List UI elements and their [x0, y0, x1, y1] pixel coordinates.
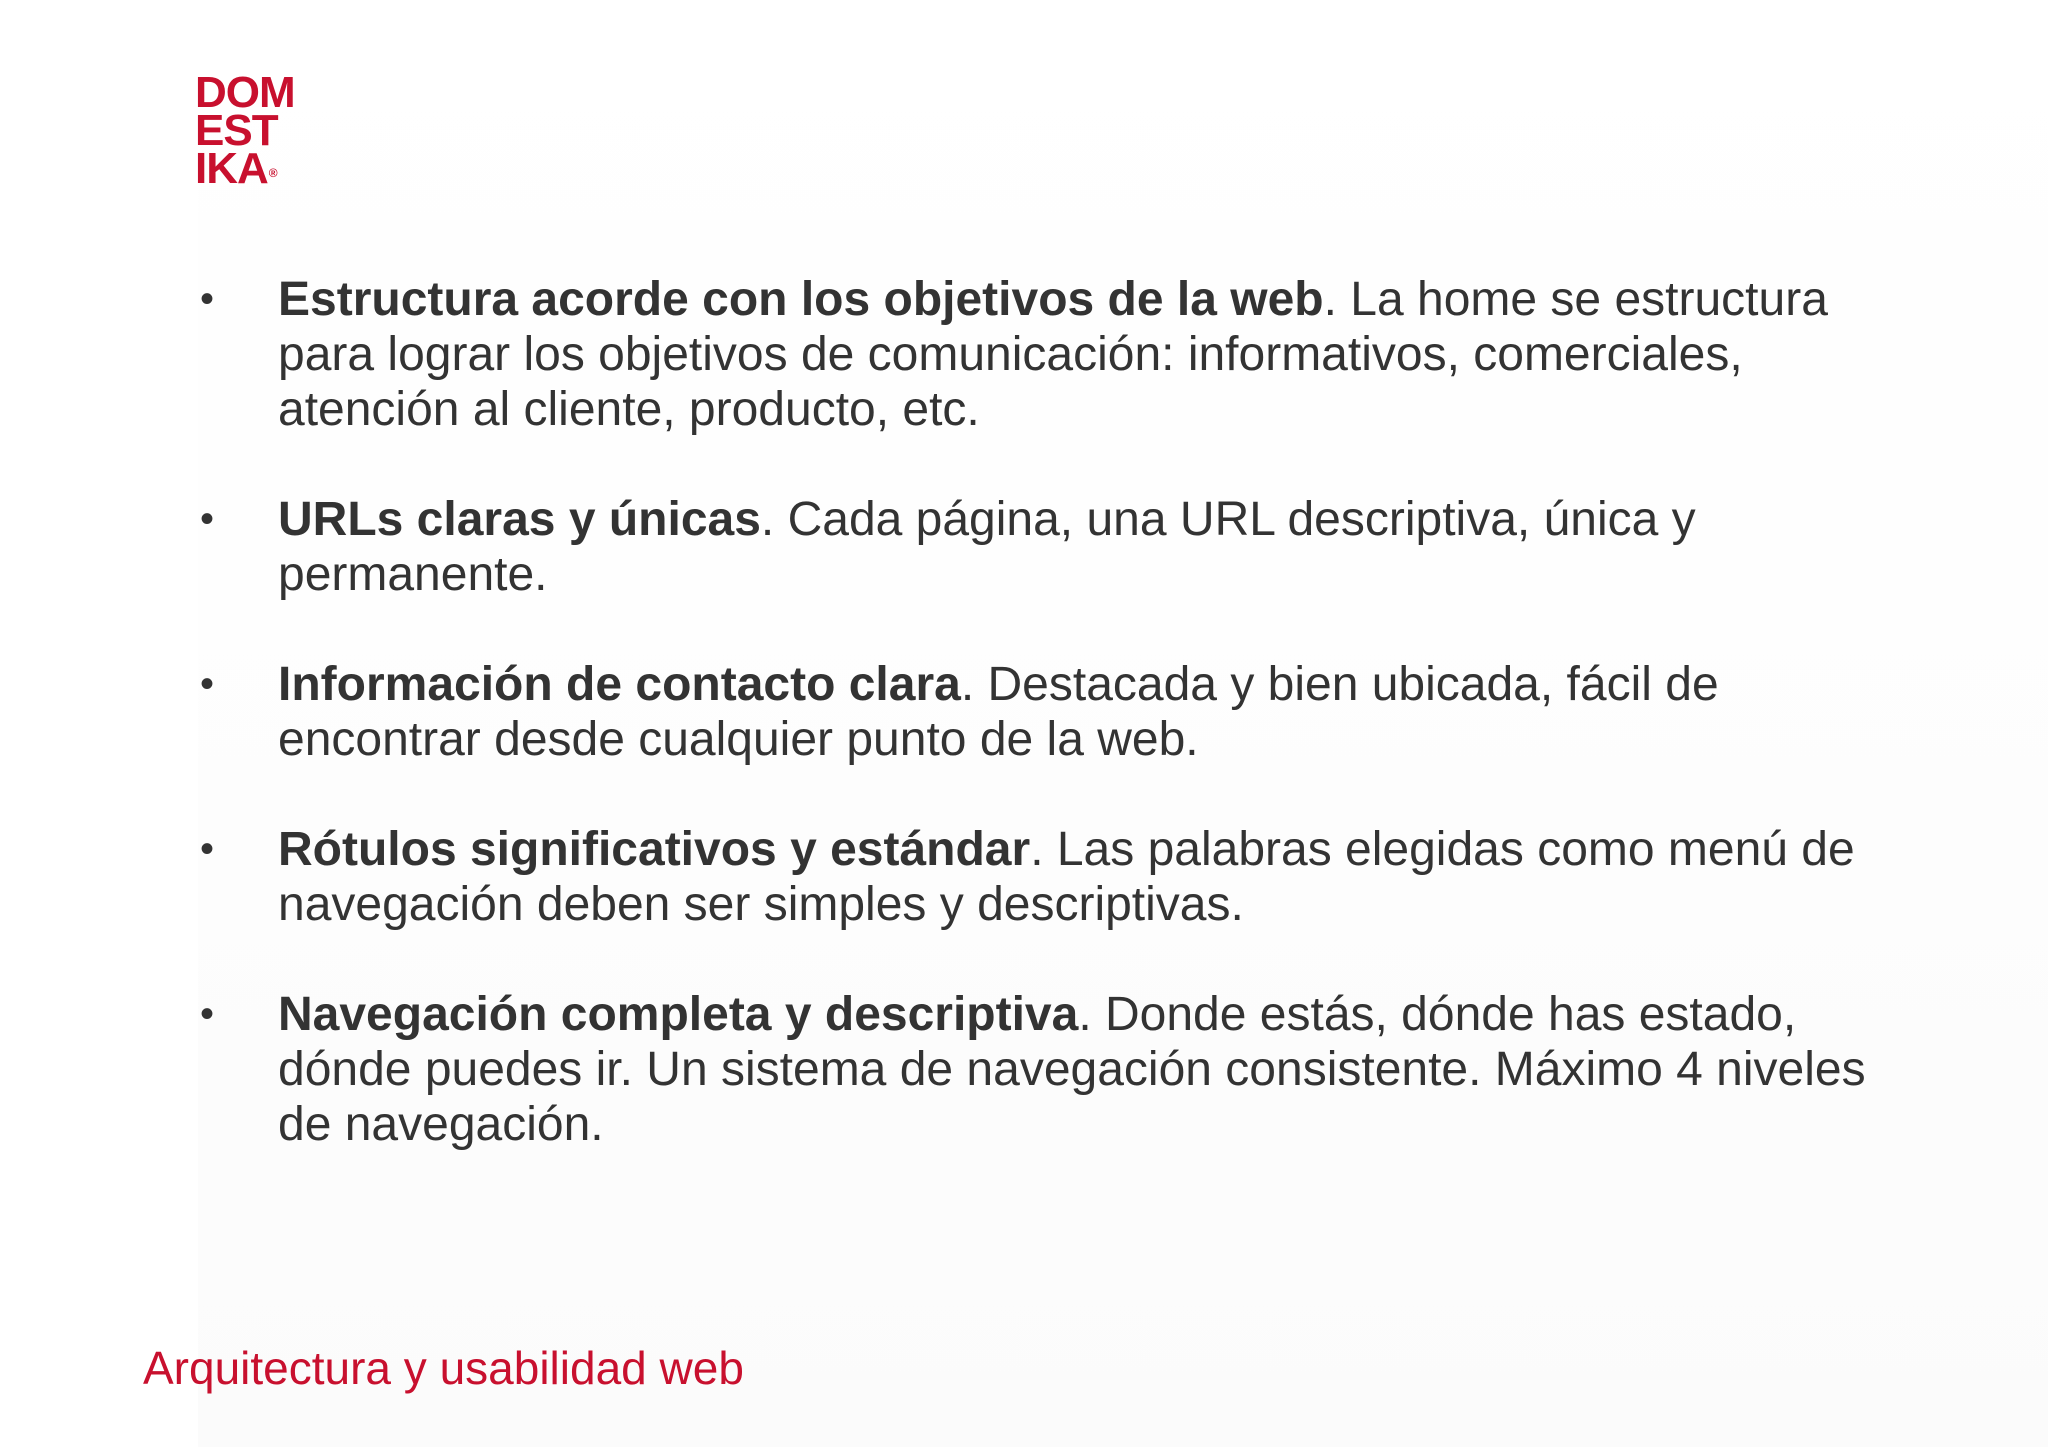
bullet-title: Estructura acorde con los objetivos de la web: [278, 273, 1324, 326]
bullet-title: URLs claras y únicas: [278, 493, 761, 546]
logo-line-2: EST: [195, 106, 278, 155]
bullet-text: . La home se estructura para lograr los objetivos de comunicación: informativos, comerciales, atención al cliente, producto, etc.: [278, 273, 1828, 436]
bullet-text: . Cada página, una URL descriptiva, única y permanente.: [278, 493, 1696, 601]
bullet-title: Rótulos significativos y estándar: [278, 823, 1031, 876]
footer-title: Arquitectura y usabilidad web: [143, 1342, 744, 1394]
logo-line-1: DOM: [195, 68, 295, 117]
bullet-list: [200, 272, 1920, 1207]
bullet-dot: •: [200, 662, 215, 706]
registered-mark: ®: [268, 166, 277, 180]
logo-line-3: [195, 144, 325, 193]
bullet-item: [200, 657, 1920, 767]
bullet-text: . Destacada y bien ubicada, fácil de encontrar desde cualquier punto de la web.: [278, 658, 1719, 766]
bullet-text: . Donde estás, dónde has estado, dónde puedes ir. Un sistema de navegación consistente. Máximo 4 niveles de navegación.: [278, 988, 1866, 1151]
domestika-logo: [195, 68, 325, 193]
bullet-dot: •: [200, 277, 215, 321]
bullet-text: . Las palabras elegidas como menú de navegación deben ser simples y descriptivas.: [278, 823, 1855, 931]
bullet-item: [200, 272, 1920, 437]
bullet-dot: •: [200, 827, 215, 871]
bullet-item: [200, 492, 1920, 602]
bullet-dot: •: [200, 497, 215, 541]
bullet-dot: •: [200, 992, 215, 1036]
bullet-title: Navegación completa y descriptiva: [278, 988, 1079, 1041]
logo-line-3-text: IKA: [195, 144, 268, 193]
bullet-item: [200, 987, 1920, 1152]
bullet-title: Información de contacto clara: [278, 658, 961, 711]
bullet-item: [200, 822, 1920, 932]
